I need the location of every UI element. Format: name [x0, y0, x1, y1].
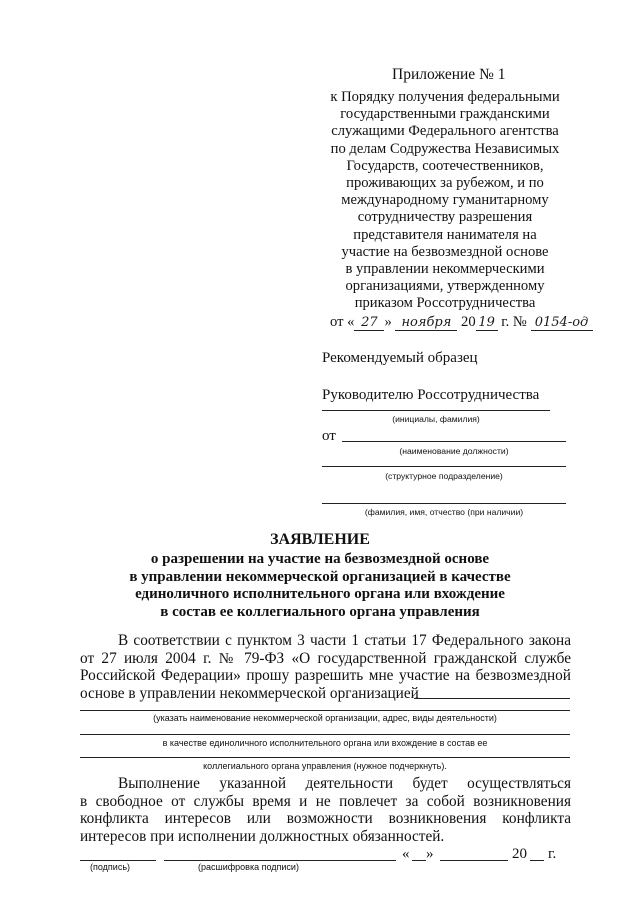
document-subtitle	[0, 551, 640, 621]
date-mid: »	[384, 314, 392, 330]
annex-line: служащими Федерального агентства	[331, 123, 559, 140]
addressee-head: Руководителю Россотрудничества	[322, 387, 540, 403]
signature-decode-line	[164, 860, 396, 861]
role-caption-1: в качестве единоличного исполнительного органа или вхождение в состав ее	[162, 738, 488, 748]
order-date-line	[330, 314, 593, 331]
paragraph-line: в свободное от службы время и не повлечет за собой возникновения	[80, 792, 571, 810]
paragraph-line: интересов при исполнении должностных обязанностей.	[80, 828, 445, 846]
annex-line: организациями, утвержденному	[345, 278, 545, 295]
paragraph-line: Российской Федерации» прошу разрешить мне участие на безвозмездной	[80, 667, 571, 685]
role-line-2	[80, 757, 570, 758]
sign-year-line	[530, 860, 544, 861]
subtitle-line: в состав ее коллегиального органа управления	[160, 603, 480, 620]
position-caption: (наименование должности)	[399, 446, 509, 456]
signature-decode-caption: (расшифровка подписи)	[198, 862, 299, 872]
organization-caption: (указать наименование некоммерческой организации, адрес, виды деятельности)	[153, 713, 497, 723]
signature-caption: (подпись)	[90, 862, 131, 872]
division-line	[322, 466, 566, 467]
organization-line	[80, 710, 570, 711]
fullname-caption: (фамилия, имя, отчество (при наличии)	[364, 507, 524, 517]
signature-line	[80, 860, 156, 861]
request-paragraph	[80, 632, 571, 703]
initials-caption: (инициалы, фамилия)	[392, 414, 480, 424]
year-prefix: 20	[461, 314, 476, 330]
paragraph-line: от 27 июля 2004 г. № 79-ФЗ «О государственной гражданской службе	[80, 649, 571, 667]
annex-line: представителя нанимателя на	[353, 226, 537, 243]
position-line	[342, 441, 566, 442]
annex-line: государственными гражданскими	[340, 106, 550, 123]
sign-day-line	[412, 860, 426, 861]
annex-title: Приложение № 1	[392, 66, 506, 83]
sign-year-suffix: г.	[548, 846, 557, 862]
role-line	[80, 734, 570, 735]
annex-line: по делам Содружества Независимых	[330, 140, 560, 157]
handwritten-order-number: 0154-од	[531, 316, 593, 331]
annex-line: приказом Россотрудничества	[354, 295, 536, 312]
date-prefix: от «	[330, 314, 355, 330]
fullname-line	[322, 503, 566, 504]
paragraph-line: основе в управлении некоммерческой организацией	[80, 685, 419, 703]
annex-line: к Порядку получения федеральными	[330, 89, 560, 105]
annex-line: в управлении некоммерческими	[345, 261, 545, 278]
division-caption: (структурное подразделение)	[385, 471, 503, 481]
annex-line: Государств, соотечественников,	[346, 157, 544, 174]
conflict-paragraph	[80, 775, 571, 846]
sign-year-prefix: 20	[512, 846, 527, 862]
number-prefix: г. №	[501, 314, 527, 330]
from-label: от	[322, 428, 336, 444]
paragraph-line: Выполнение указанной деятельности будет осуществляться	[118, 775, 571, 792]
sign-date-open: «	[402, 846, 410, 862]
annex-description	[318, 89, 572, 313]
annex-line: международному гуманитарному	[341, 192, 549, 209]
sign-month-line	[440, 860, 508, 861]
handwritten-day: 27	[354, 316, 384, 331]
subtitle-line: единоличного исполнительного органа или вхождение	[135, 586, 505, 602]
annex-line: участие на безвозмездной основе	[341, 243, 549, 260]
annex-line: проживающих за рубежом, и по	[346, 175, 544, 192]
subtitle-line: о разрешении на участие на безвозмездной основе	[150, 551, 490, 567]
organization-fill-line	[414, 698, 570, 699]
document-title: ЗАЯВЛЕНИЕ	[270, 531, 370, 548]
handwritten-month: ноября	[395, 316, 457, 331]
handwritten-year: 19	[476, 316, 498, 331]
recommended-sample-label: Рекомендуемый образец	[322, 350, 478, 366]
paragraph-line: конфликта интересов или возможности возникновения конфликта	[80, 810, 571, 828]
subtitle-line: в управлении некоммерческой организацией в качестве	[129, 568, 511, 585]
sign-date-close: »	[426, 846, 434, 862]
role-caption-2: коллегиального органа управления (нужное подчеркнуть).	[203, 761, 447, 771]
paragraph-line: В соответствии с пунктом 3 части 1 статьи 17 Федерального закона	[118, 632, 571, 649]
initials-line	[322, 410, 550, 411]
annex-line: сотрудничеству разрешения	[357, 209, 533, 226]
